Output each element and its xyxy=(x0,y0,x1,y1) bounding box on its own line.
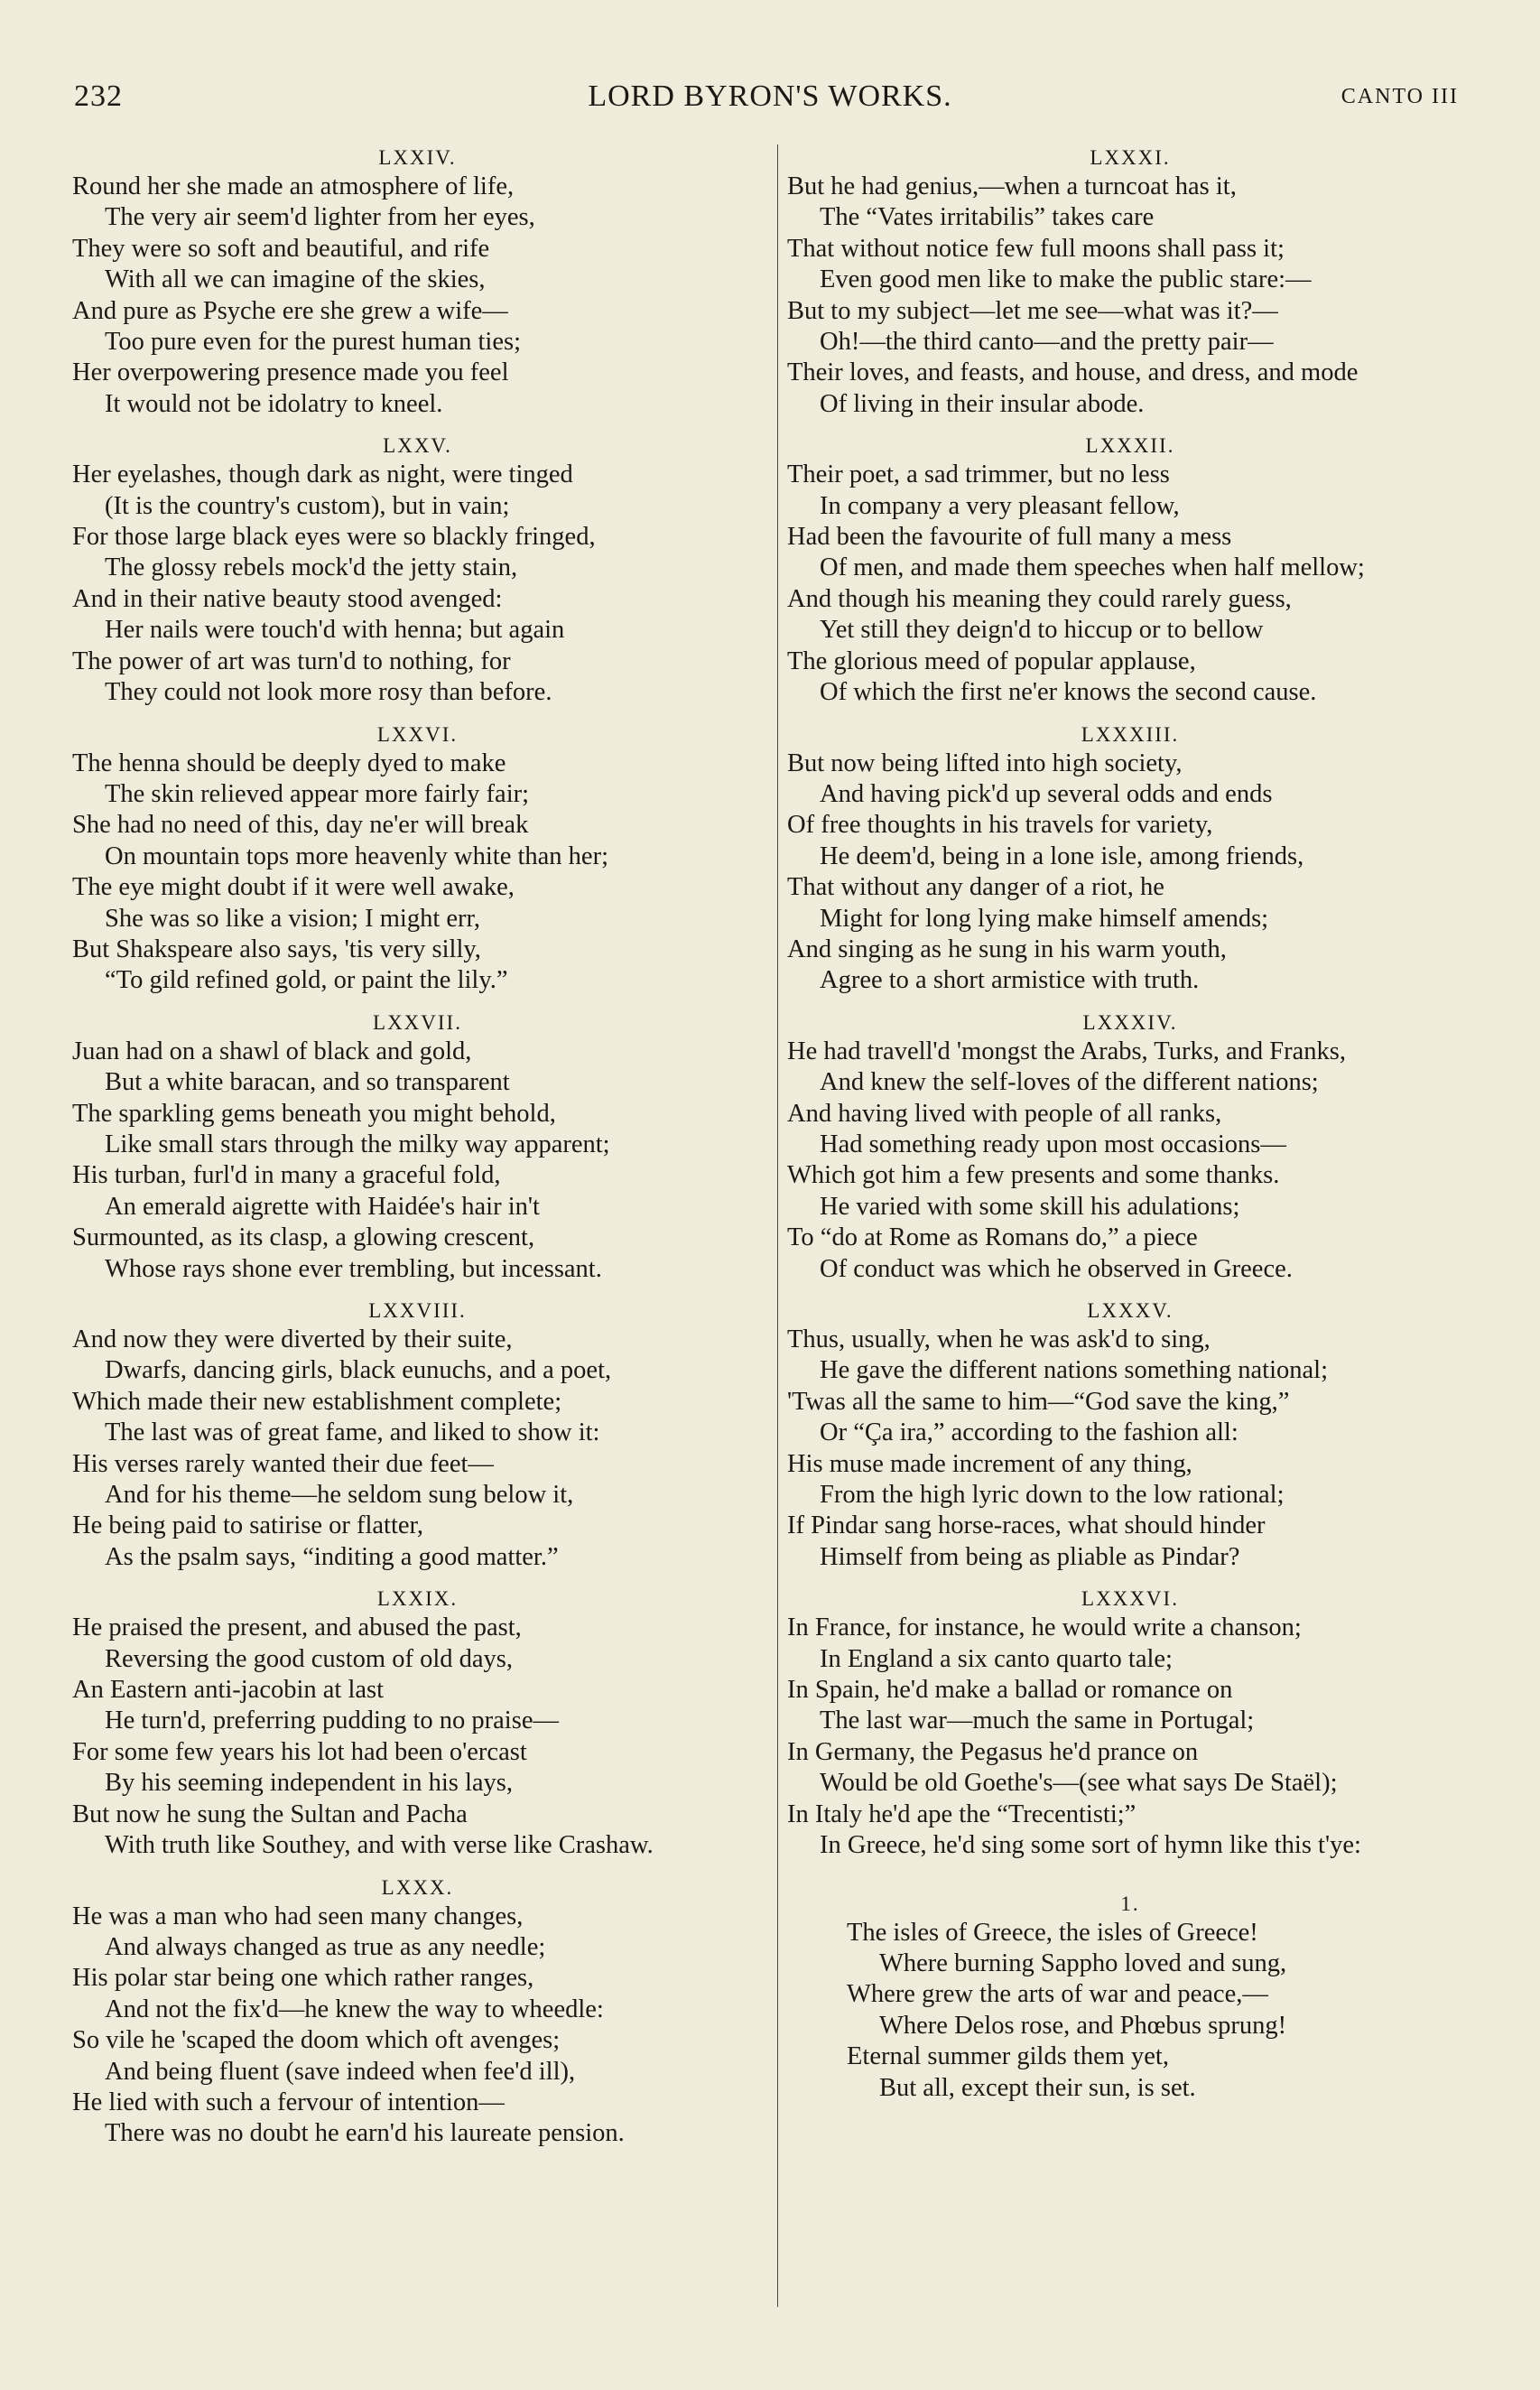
verse-line: But to my subject—let me see—what was it?— xyxy=(787,296,1278,325)
verse-line: Whose rays shone ever trembling, but incessant. xyxy=(105,1254,602,1283)
verse-line: Their loves, and feasts, and house, and dress, and mode xyxy=(787,358,1359,387)
stanza xyxy=(72,144,763,420)
verse-line: And not the fix'd—he knew the way to wheedle: xyxy=(105,1995,604,2023)
verse-line: (It is the country's custom), but in vain; xyxy=(105,491,510,520)
stanza xyxy=(787,1297,1473,1573)
verse-line: Her nails were touch'd with henna; but again xyxy=(105,616,565,645)
verse-line: They could not look more rosy than before. xyxy=(105,678,552,707)
stanza xyxy=(787,432,1473,708)
verse-line: Even good men like to make the public stare:— xyxy=(820,265,1312,294)
verse-line: With truth like Southey, and with verse like Crashaw. xyxy=(105,1831,654,1860)
verse-line: Had been the favourite of full many a mess xyxy=(787,523,1232,552)
stanza xyxy=(787,1586,1473,1861)
stanza-number: LXXVIII. xyxy=(368,1299,467,1322)
stanza xyxy=(72,432,763,708)
stanza-number: LXXIV. xyxy=(378,146,457,169)
left-column xyxy=(72,144,763,2150)
stanza xyxy=(787,721,1473,997)
stanza-number: LXXXI. xyxy=(1090,146,1171,169)
stanza xyxy=(787,144,1473,420)
verse-line: So vile he 'scaped the doom which oft avenges; xyxy=(72,2026,561,2055)
stanza xyxy=(72,1297,763,1573)
verse-line: He praised the present, and abused the past, xyxy=(72,1613,522,1642)
verse-line: Or “Ça ira,” according to the fashion all: xyxy=(820,1418,1238,1447)
verse-line: There was no doubt he earn'd his laureate pension. xyxy=(105,2119,625,2148)
verse-line: That without notice few full moons shall pass it; xyxy=(787,234,1285,263)
verse-line: And singing as he sung in his warm youth, xyxy=(787,935,1227,963)
verse-line: He had travell'd 'mongst the Arabs, Turks, and Franks, xyxy=(787,1037,1347,1065)
verse-line: But he had genius,—when a turncoat has it, xyxy=(787,172,1237,200)
verse-line: Too pure even for the purest human ties; xyxy=(105,328,521,357)
verse-line: To “do at Rome as Romans do,” a piece xyxy=(787,1223,1198,1252)
verse-line: The isles of Greece, the isles of Greece! xyxy=(847,1918,1258,1947)
verse-line: And being fluent (save indeed when fee'd ill), xyxy=(105,2057,576,2086)
verse-line: He deem'd, being in a lone isle, among friends, xyxy=(820,842,1304,870)
verse-line: An Eastern anti-jacobin at last xyxy=(72,1676,385,1705)
verse-line: Juan had on a shawl of black and gold, xyxy=(72,1037,472,1065)
stanza xyxy=(72,1874,763,2150)
stanza xyxy=(72,1009,763,1285)
verse-line: Their poet, a sad trimmer, but no less xyxy=(787,460,1170,489)
stanza-number: LXXXIII. xyxy=(1081,722,1180,746)
verse-line: From the high lyric down to the low rational; xyxy=(820,1481,1285,1510)
verse-line: Of men, and made them speeches when half mellow; xyxy=(820,553,1365,582)
verse-line: The last war—much the same in Portugal; xyxy=(820,1706,1255,1735)
right-column xyxy=(787,144,1473,2104)
verse-line: By his seeming independent in his lays, xyxy=(105,1769,513,1798)
verse-line: Oh!—the third canto—and the pretty pair— xyxy=(820,328,1274,357)
verse-line: And now they were diverted by their suite, xyxy=(72,1325,513,1353)
verse-line: The glorious meed of popular applause, xyxy=(787,646,1196,675)
verse-line: He turn'd, preferring pudding to no praise— xyxy=(105,1706,559,1735)
verse-line: And always changed as true as any needle; xyxy=(105,1932,546,1961)
verse-line: Where grew the arts of war and peace,— xyxy=(847,1980,1268,2009)
verse-line: In company a very pleasant fellow, xyxy=(820,491,1180,520)
verse-line: In Spain, he'd make a ballad or romance on xyxy=(787,1676,1233,1705)
verse-line: “To gild refined gold, or paint the lily.” xyxy=(105,966,508,995)
verse-line: Of free thoughts in his travels for variety, xyxy=(787,811,1213,840)
verse-line: But Shakspeare also says, 'tis very silly, xyxy=(72,935,481,963)
verse-line: Of which the first ne'er knows the second cause. xyxy=(820,678,1317,707)
verse-line: Which made their new establishment complete; xyxy=(72,1387,562,1416)
verse-line: The henna should be deeply dyed to make xyxy=(72,749,506,777)
stanza-number: LXXXV. xyxy=(1087,1299,1174,1322)
verse-line: She had no need of this, day ne'er will break xyxy=(72,811,529,840)
stanza xyxy=(787,1891,1473,2104)
stanza-number: LXXX. xyxy=(381,1875,454,1899)
verse-line: In Germany, the Pegasus he'd prance on xyxy=(787,1737,1199,1766)
verse-line: Himself from being as pliable as Pindar? xyxy=(820,1542,1240,1571)
stanza-number: LXXXII. xyxy=(1085,434,1175,458)
verse-line: She was so like a vision; I might err, xyxy=(105,904,481,933)
verse-line: Where burning Sappho loved and sung, xyxy=(879,1948,1287,1977)
verse-line: Round her she made an atmosphere of life, xyxy=(72,172,515,200)
verse-line: But all, except their sun, is set. xyxy=(879,2073,1196,2102)
verse-line: Like small stars through the milky way apparent; xyxy=(105,1130,610,1158)
verse-line: He was a man who had seen many changes, xyxy=(72,1902,524,1930)
page-number: 232 xyxy=(74,79,123,113)
stanza-number: 1. xyxy=(1120,1892,1140,1915)
verse-line: 'Twas all the same to him—“God save the king,” xyxy=(787,1387,1290,1416)
verse-line: Yet still they deign'd to hiccup or to bellow xyxy=(820,616,1264,645)
verse-line: Would be old Goethe's—(see what says De Staël); xyxy=(820,1769,1338,1798)
page-header xyxy=(0,79,1540,125)
stanza xyxy=(72,721,763,997)
stanza-number: LXXVII. xyxy=(373,1010,462,1034)
verse-line: As the psalm says, “inditing a good matter.” xyxy=(105,1542,559,1571)
verse-line: The power of art was turn'd to nothing, for xyxy=(72,646,511,675)
verse-line: Reversing the good custom of old days, xyxy=(105,1644,513,1673)
stanza-number: LXXXVI. xyxy=(1081,1587,1179,1611)
verse-line: Where Delos rose, and Phœbus sprung! xyxy=(879,2011,1287,2040)
verse-line: And knew the self-loves of the different nations; xyxy=(820,1068,1319,1097)
canto-label: CANTO III xyxy=(1341,85,1459,108)
verse-line: But a white baracan, and so transparent xyxy=(105,1068,510,1097)
verse-line: And having pick'd up several odds and ends xyxy=(820,779,1273,808)
verse-line: Of living in their insular abode. xyxy=(820,389,1145,418)
verse-line: The sparkling gems beneath you might behold, xyxy=(72,1099,556,1128)
verse-line: Eternal summer gilds them yet, xyxy=(847,2042,1169,2071)
stanza-number: LXXIX. xyxy=(376,1587,459,1611)
verse-line: It would not be idolatry to kneel. xyxy=(105,389,443,418)
verse-line: Surmounted, as its clasp, a glowing crescent, xyxy=(72,1223,535,1252)
stanza-number: LXXV. xyxy=(383,434,452,458)
verse-line: That without any danger of a riot, he xyxy=(787,873,1164,902)
verse-line: Thus, usually, when he was ask'd to sing, xyxy=(787,1325,1211,1353)
stanza xyxy=(72,1586,763,1861)
verse-line: He gave the different nations something national; xyxy=(820,1356,1328,1385)
verse-line: But now being lifted into high society, xyxy=(787,749,1183,777)
verse-line: If Pindar sang horse-races, what should hinder xyxy=(787,1511,1266,1540)
verse-line: For those large black eyes were so blackly fringed, xyxy=(72,523,596,552)
verse-line: But now he sung the Sultan and Pacha xyxy=(72,1799,468,1828)
verse-line: And in their native beauty stood avenged: xyxy=(72,584,503,613)
verse-line: In Greece, he'd sing some sort of hymn like this t'ye: xyxy=(820,1831,1361,1860)
verse-line: His turban, furl'd in many a graceful fold, xyxy=(72,1161,501,1190)
verse-line: His muse made increment of any thing, xyxy=(787,1449,1192,1478)
verse-line: Agree to a short armistice with truth. xyxy=(820,966,1200,995)
stanza-number: LXXVI. xyxy=(376,722,459,746)
verse-line: Had something ready upon most occasions— xyxy=(820,1130,1286,1158)
verse-line: His polar star being one which rather ranges, xyxy=(72,1964,534,1993)
verse-line: The last was of great fame, and liked to show it: xyxy=(105,1418,600,1447)
verse-line: Her overpowering presence made you feel xyxy=(72,358,509,387)
verse-line: Dwarfs, dancing girls, black eunuchs, and a poet, xyxy=(105,1356,612,1385)
verse-line: And having lived with people of all ranks, xyxy=(787,1099,1222,1128)
verse-line: The skin relieved appear more fairly fair; xyxy=(105,779,530,808)
verse-line: The “Vates irritabilis” takes care xyxy=(820,203,1155,232)
running-title: LORD BYRON'S WORKS. xyxy=(588,79,952,113)
verse-line: On mountain tops more heavenly white than her; xyxy=(105,842,608,870)
verse-line: In England a six canto quarto tale; xyxy=(820,1644,1173,1673)
verse-line: Of conduct was which he observed in Greece. xyxy=(820,1254,1293,1283)
verse-line: An emerald aigrette with Haidée's hair in't xyxy=(105,1192,540,1221)
verse-line: Her eyelashes, though dark as night, were tinged xyxy=(72,460,573,489)
verse-line: Which got him a few presents and some thanks. xyxy=(787,1161,1280,1190)
verse-line: In Italy he'd ape the “Trecentisti;” xyxy=(787,1799,1136,1828)
verse-line: They were so soft and beautiful, and rife xyxy=(72,234,490,263)
column-divider xyxy=(777,144,778,2307)
verse-line: And for his theme—he seldom sung below it, xyxy=(105,1481,574,1510)
verse-line: The very air seem'd lighter from her eyes, xyxy=(105,203,535,232)
verse-line: He varied with some skill his adulations; xyxy=(820,1192,1240,1221)
verse-line: For some few years his lot had been o'ercast xyxy=(72,1737,527,1766)
verse-line: The eye might doubt if it were well awake, xyxy=(72,873,515,902)
verse-line: He being paid to satirise or flatter, xyxy=(72,1511,424,1540)
verse-line: And though his meaning they could rarely guess, xyxy=(787,584,1292,613)
verse-line: His verses rarely wanted their due feet— xyxy=(72,1449,494,1478)
verse-line: Might for long lying make himself amends; xyxy=(820,904,1269,933)
verse-line: He lied with such a fervour of intention— xyxy=(72,2088,505,2116)
verse-line: The glossy rebels mock'd the jetty stain, xyxy=(105,553,518,582)
verse-line: With all we can imagine of the skies, xyxy=(105,265,486,294)
verse-line: In France, for instance, he would write a chanson; xyxy=(787,1613,1302,1642)
stanza-number: LXXXIV. xyxy=(1082,1010,1178,1034)
stanza xyxy=(787,1009,1473,1285)
verse-line: And pure as Psyche ere she grew a wife— xyxy=(72,296,508,325)
